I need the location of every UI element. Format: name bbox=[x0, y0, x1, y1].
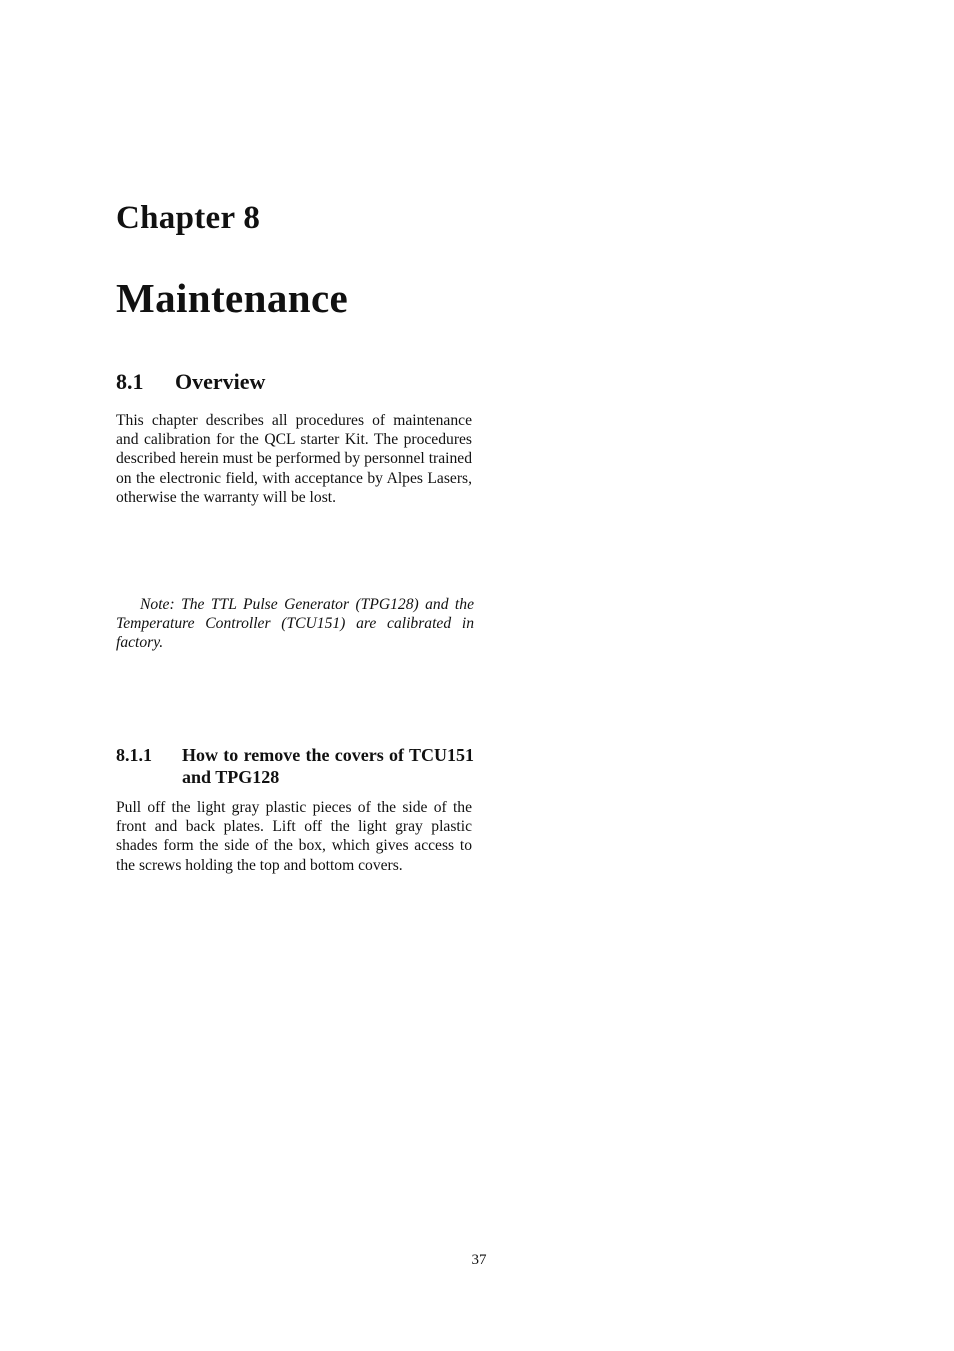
calibration-note: Note: The TTL Pulse Generator (TPG128) and the Temperature Controller (TCU151) are calibrated in factory. bbox=[116, 596, 474, 652]
remove-covers-paragraph: Pull off the light gray plastic pieces of the side of the front and back plates. Lift off the light gray plastic shades form the side of the box, which gives access to the screws holding the top and bottom covers. bbox=[116, 799, 472, 874]
section-number: 8.1 bbox=[116, 369, 144, 394]
page-number: 37 bbox=[471, 1252, 487, 1268]
chapter-title: Maintenance bbox=[116, 275, 349, 321]
chapter-label: Chapter 8 bbox=[116, 200, 261, 236]
section-heading bbox=[116, 369, 265, 395]
subsection-number: 8.1.1 bbox=[116, 745, 152, 765]
subsection-heading bbox=[116, 744, 474, 788]
section-title: Overview bbox=[175, 369, 266, 394]
overview-paragraph: This chapter describes all procedures of maintenance and calibration for the QCL starter Kit. The procedures described herein must be performed by personnel trained on the electronic field, with acceptance by Alpes Lasers, otherwise the warranty will be lost. bbox=[116, 412, 472, 506]
subsection-title: How to remove the covers of TCU151 and TPG128 bbox=[182, 745, 474, 787]
